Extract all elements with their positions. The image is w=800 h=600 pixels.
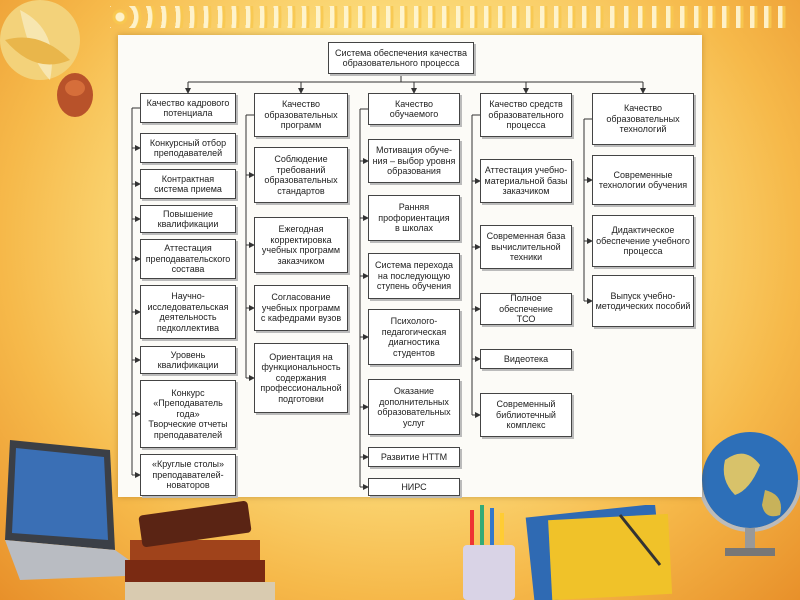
staff-item-7: Конкурс «Преподаватель года» Творческие отчеты преподавателей [140, 380, 236, 448]
learner-item-5: Оказание дополнительных образовательных услуг [368, 379, 460, 435]
learner-item-6: Развитие НТТМ [368, 447, 460, 467]
column-header-technologies: Качество образовательных технологий [592, 93, 694, 145]
staff-item-2: Контрактная система приема [140, 169, 236, 199]
decorative-border [110, 6, 790, 28]
learner-item-1: Мотивация обуче- ния – выбор уровня образования [368, 139, 460, 183]
staff-item-8: «Круглые столы» преподавателей- новаторов [140, 454, 236, 496]
means-item-3: Полное обеспечение ТСО [480, 293, 572, 325]
learner-item-2: Ранняя профориентация в школах [368, 195, 460, 241]
programs-item-4: Ориентация на функциональность содержания профессиональной подготовки [254, 343, 348, 413]
notebook-icon [520, 505, 680, 600]
staff-item-5: Научно- исследовательская деятельность педколлектива [140, 285, 236, 339]
means-item-2: Современная база вычислительной техники [480, 225, 572, 269]
means-item-1: Аттестация учебно- материальной базы заказчиком [480, 159, 572, 203]
programs-item-2: Ежегодная корректировка учебных программ заказчиком [254, 217, 348, 273]
learner-item-3: Система перехода на последующую ступень обучения [368, 253, 460, 299]
books-icon [125, 500, 275, 600]
learner-item-4: Психолого- педагогическая диагностика студентов [368, 309, 460, 365]
column-header-staff: Качество кадрового потенциала [140, 93, 236, 123]
column-header-means: Качество средств образовательного процесса [480, 93, 572, 137]
means-item-4: Видеотека [480, 349, 572, 369]
root-box: Система обеспечения качества образовательного процесса [328, 42, 474, 74]
staff-item-4: Аттестация преподавательского состава [140, 239, 236, 279]
learner-item-7: НИРС [368, 478, 460, 496]
technologies-item-1: Современные технологии обучения [592, 155, 694, 205]
technologies-item-2: Дидактическое обеспечение учебного процесса [592, 215, 694, 267]
column-header-programs: Качество образовательных программ [254, 93, 348, 137]
staff-item-6: Уровень квалификации [140, 346, 236, 374]
technologies-item-3: Выпуск учебно- методических пособий [592, 275, 694, 327]
globe-icon [690, 420, 800, 560]
programs-item-1: Соблюдение требований образовательных стандартов [254, 147, 348, 203]
means-item-5: Современный библиотечный комплекс [480, 393, 572, 437]
column-header-learner: Качество обучаемого [368, 93, 460, 125]
programs-item-3: Согласование учебных программ с кафедрами вузов [254, 285, 348, 331]
pencil-cup-icon [455, 505, 525, 600]
staff-item-3: Повышение квалификации [140, 205, 236, 233]
staff-item-1: Конкурсный отбор преподавателей [140, 133, 236, 163]
diagram-slide [118, 35, 702, 497]
flower-decoration-icon [0, 0, 120, 130]
